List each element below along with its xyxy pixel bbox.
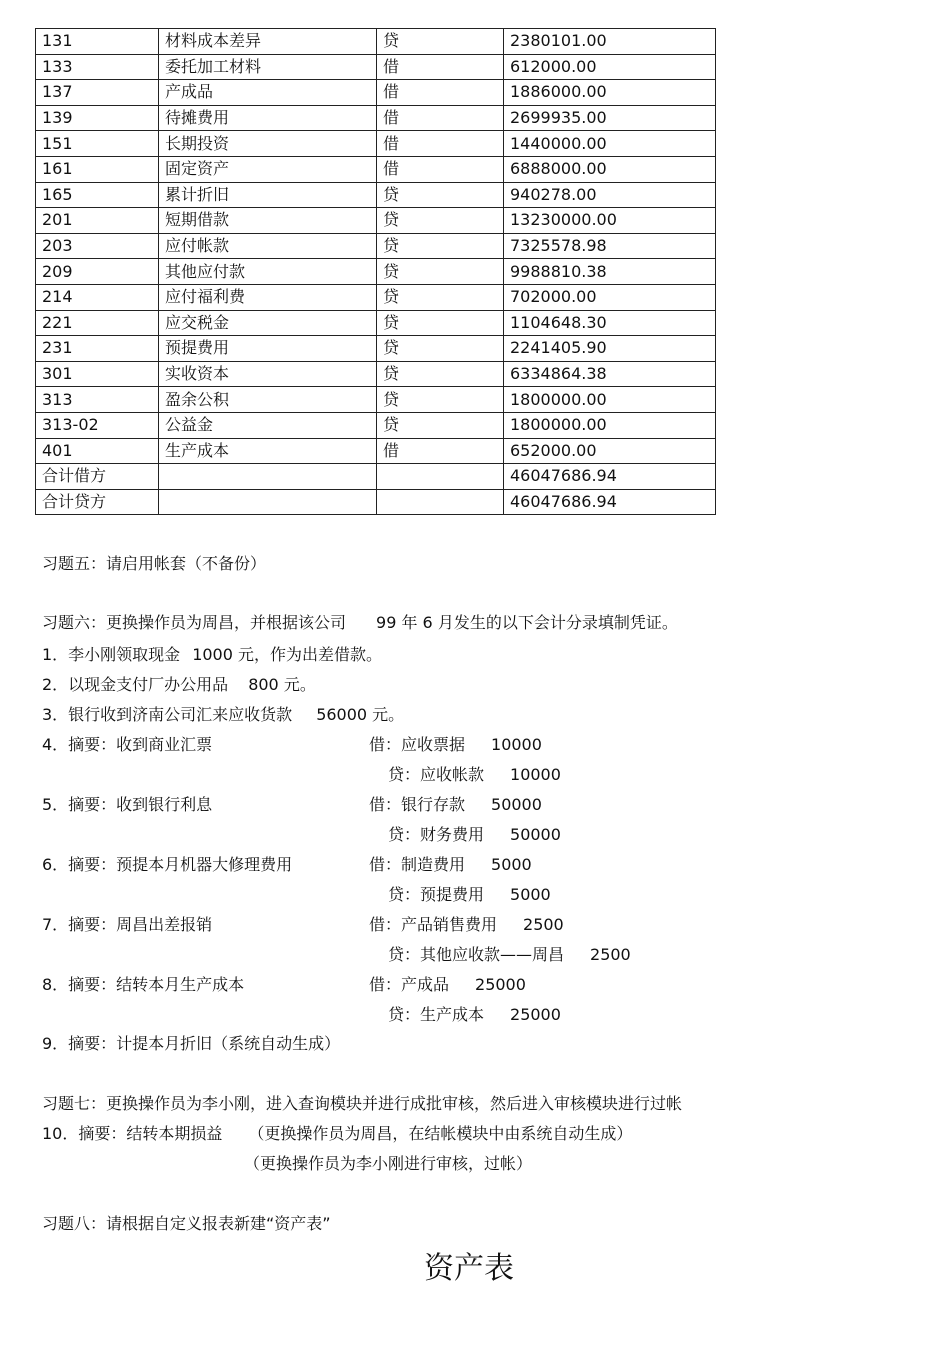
balance-direction-cell: 借 (377, 438, 504, 464)
table-row (36, 105, 716, 131)
account-balance-table (35, 28, 716, 515)
debit-line-account: 借：银行存款 (369, 795, 466, 814)
table-row (36, 233, 716, 259)
table-row (36, 361, 716, 387)
account-name-cell: 长期投资 (159, 131, 377, 157)
account-name-cell (159, 489, 377, 515)
account-code-cell: 139 (36, 105, 159, 131)
balance-direction-cell: 贷 (377, 182, 504, 208)
table-row (36, 54, 716, 80)
balance-direction-cell: 贷 (377, 361, 504, 387)
account-code-cell: 165 (36, 182, 159, 208)
item-3-text: 3．银行收到济南公司汇来应收货款 (42, 705, 293, 724)
balance-direction-cell: 借 (377, 156, 504, 182)
account-name-cell: 待摊费用 (159, 105, 377, 131)
account-name-cell: 累计折旧 (159, 182, 377, 208)
balance-direction-cell: 贷 (377, 336, 504, 362)
entry-summary: 4．摘要：收到商业汇票 (42, 735, 213, 754)
balance-amount-cell: 940278.00 (504, 182, 716, 208)
account-code-cell: 137 (36, 80, 159, 106)
table-row (36, 464, 716, 490)
item-10 (42, 1124, 632, 1144)
debit-line-account: 借：制造费用 (369, 855, 466, 874)
item-10-text: 10．摘要：结转本期损益 (42, 1124, 223, 1143)
account-table-body (36, 29, 716, 515)
credit-line (388, 1005, 561, 1025)
balance-amount-cell: 612000.00 (504, 54, 716, 80)
credit-line-amount: 2500 (590, 945, 631, 964)
account-name-cell: 其他应付款 (159, 259, 377, 285)
credit-line-account: 贷：应收帐款 (388, 765, 485, 784)
account-name-cell: 公益金 (159, 412, 377, 438)
account-code-cell: 161 (36, 156, 159, 182)
account-name-cell: 生产成本 (159, 438, 377, 464)
balance-direction-cell: 贷 (377, 233, 504, 259)
account-name-cell: 应付帐款 (159, 233, 377, 259)
balance-amount-cell: 1440000.00 (504, 131, 716, 157)
balance-amount-cell: 7325578.98 (504, 233, 716, 259)
account-code-cell: 合计借方 (36, 464, 159, 490)
item-1-amount: 1000 元，作为出差借款。 (192, 645, 382, 664)
credit-line (388, 885, 551, 905)
item-10-note: （更换操作员为周昌，在结帐模块中由系统自动生成） (248, 1124, 633, 1143)
debit-line-amount: 2500 (523, 915, 564, 934)
account-code-cell: 133 (36, 54, 159, 80)
item-2-text: 2．以现金支付厂办公用品 (42, 675, 229, 694)
balance-amount-cell: 46047686.94 (504, 489, 716, 515)
table-row (36, 29, 716, 55)
account-name-cell: 预提费用 (159, 336, 377, 362)
balance-direction-cell: 贷 (377, 387, 504, 413)
table-row (36, 438, 716, 464)
balance-direction-cell (377, 464, 504, 490)
exercise-8: 习题八：请根据自定义报表新建“资产表” (42, 1214, 331, 1233)
table-row (36, 489, 716, 515)
credit-line-amount: 50000 (510, 825, 561, 844)
balance-amount-cell: 702000.00 (504, 284, 716, 310)
debit-line (369, 795, 542, 815)
account-name-cell: 应付福利费 (159, 284, 377, 310)
table-row (36, 156, 716, 182)
table-row (36, 284, 716, 310)
account-name-cell: 委托加工材料 (159, 54, 377, 80)
debit-line (369, 975, 526, 995)
balance-amount-cell: 2241405.90 (504, 336, 716, 362)
item-2-amount: 800 元。 (248, 675, 316, 694)
balance-amount-cell: 13230000.00 (504, 208, 716, 234)
account-name-cell: 短期借款 (159, 208, 377, 234)
balance-direction-cell: 贷 (377, 208, 504, 234)
balance-amount-cell: 9988810.38 (504, 259, 716, 285)
account-code-cell: 209 (36, 259, 159, 285)
debit-line-amount: 50000 (491, 795, 542, 814)
table-row (36, 310, 716, 336)
balance-direction-cell: 借 (377, 54, 504, 80)
credit-line-account: 贷：生产成本 (388, 1005, 485, 1024)
balance-amount-cell: 6888000.00 (504, 156, 716, 182)
exercise-6-text: 习题六：更换操作员为周昌，并根据该公司 (42, 613, 347, 632)
balance-direction-cell: 贷 (377, 310, 504, 336)
item-3 (42, 705, 404, 725)
account-code-cell: 313-02 (36, 412, 159, 438)
account-name-cell: 固定资产 (159, 156, 377, 182)
debit-line (369, 915, 564, 935)
entry-summary: 8．摘要：结转本月生产成本 (42, 975, 245, 994)
account-code-cell: 231 (36, 336, 159, 362)
balance-direction-cell: 贷 (377, 284, 504, 310)
table-row (36, 208, 716, 234)
item-1-text: 1．李小刚领取现金 (42, 645, 181, 664)
item-10-review-note: （更换操作员为李小刚进行审核，过帐） (244, 1154, 533, 1173)
balance-direction-cell: 贷 (377, 29, 504, 55)
account-code-cell: 203 (36, 233, 159, 259)
item-3-amount: 56000 元。 (316, 705, 405, 724)
item-9: 9．摘要：计提本月折旧（系统自动生成） (42, 1034, 341, 1053)
credit-line (388, 945, 631, 965)
balance-direction-cell: 借 (377, 131, 504, 157)
balance-amount-cell: 6334864.38 (504, 361, 716, 387)
exercise-6 (42, 613, 678, 633)
account-code-cell: 131 (36, 29, 159, 55)
account-name-cell: 应交税金 (159, 310, 377, 336)
entry-summary: 6．摘要：预提本月机器大修理费用 (42, 855, 293, 874)
entry-summary: 5．摘要：收到银行利息 (42, 795, 213, 814)
table-row (36, 182, 716, 208)
account-code-cell: 合计贷方 (36, 489, 159, 515)
balance-direction-cell: 借 (377, 105, 504, 131)
debit-line-amount: 5000 (491, 855, 532, 874)
balance-direction-cell: 贷 (377, 412, 504, 438)
balance-amount-cell: 1800000.00 (504, 387, 716, 413)
exercise-5: 习题五：请启用帐套（不备份） (42, 554, 267, 573)
table-row (36, 259, 716, 285)
account-code-cell: 313 (36, 387, 159, 413)
account-code-cell: 401 (36, 438, 159, 464)
account-name-cell: 产成品 (159, 80, 377, 106)
account-name-cell: 实收资本 (159, 361, 377, 387)
balance-amount-cell: 46047686.94 (504, 464, 716, 490)
credit-line-amount: 5000 (510, 885, 551, 904)
debit-line-amount: 25000 (475, 975, 526, 994)
debit-line-account: 借：应收票据 (369, 735, 466, 754)
exercise-7: 习题七：更换操作员为李小刚，进入查询模块并进行成批审核，然后进入审核模块进行过帐 (42, 1094, 683, 1113)
report-title: 资产表 (424, 1251, 514, 1286)
account-code-cell: 221 (36, 310, 159, 336)
account-code-cell: 151 (36, 131, 159, 157)
balance-amount-cell: 652000.00 (504, 438, 716, 464)
credit-line-account: 贷：预提费用 (388, 885, 485, 904)
table-row (36, 336, 716, 362)
balance-amount-cell: 1104648.30 (504, 310, 716, 336)
credit-line-amount: 10000 (510, 765, 561, 784)
balance-direction-cell (377, 489, 504, 515)
debit-line-account: 借：产成品 (369, 975, 450, 994)
account-name-cell: 材料成本差异 (159, 29, 377, 55)
account-code-cell: 301 (36, 361, 159, 387)
balance-direction-cell: 借 (377, 80, 504, 106)
balance-amount-cell: 2699935.00 (504, 105, 716, 131)
debit-line-account: 借：产品销售费用 (369, 915, 498, 934)
credit-line-amount: 25000 (510, 1005, 561, 1024)
balance-amount-cell: 1800000.00 (504, 412, 716, 438)
credit-line (388, 765, 561, 785)
credit-line-account: 贷：其他应收款——周昌 (388, 945, 565, 964)
debit-line-amount: 10000 (491, 735, 542, 754)
debit-line (369, 735, 542, 755)
debit-line (369, 855, 532, 875)
exercise-6-date: 99 年 6 月发生的以下会计分录填制凭证。 (376, 613, 678, 632)
credit-line-account: 贷：财务费用 (388, 825, 485, 844)
table-row (36, 387, 716, 413)
table-row (36, 412, 716, 438)
account-code-cell: 214 (36, 284, 159, 310)
balance-amount-cell: 1886000.00 (504, 80, 716, 106)
entry-summary: 7．摘要：周昌出差报销 (42, 915, 213, 934)
item-2 (42, 675, 316, 695)
table-row (36, 131, 716, 157)
table-row (36, 80, 716, 106)
balance-direction-cell: 贷 (377, 259, 504, 285)
credit-line (388, 825, 561, 845)
account-code-cell: 201 (36, 208, 159, 234)
account-name-cell (159, 464, 377, 490)
account-name-cell: 盈余公积 (159, 387, 377, 413)
item-1 (42, 645, 382, 665)
balance-amount-cell: 2380101.00 (504, 29, 716, 55)
